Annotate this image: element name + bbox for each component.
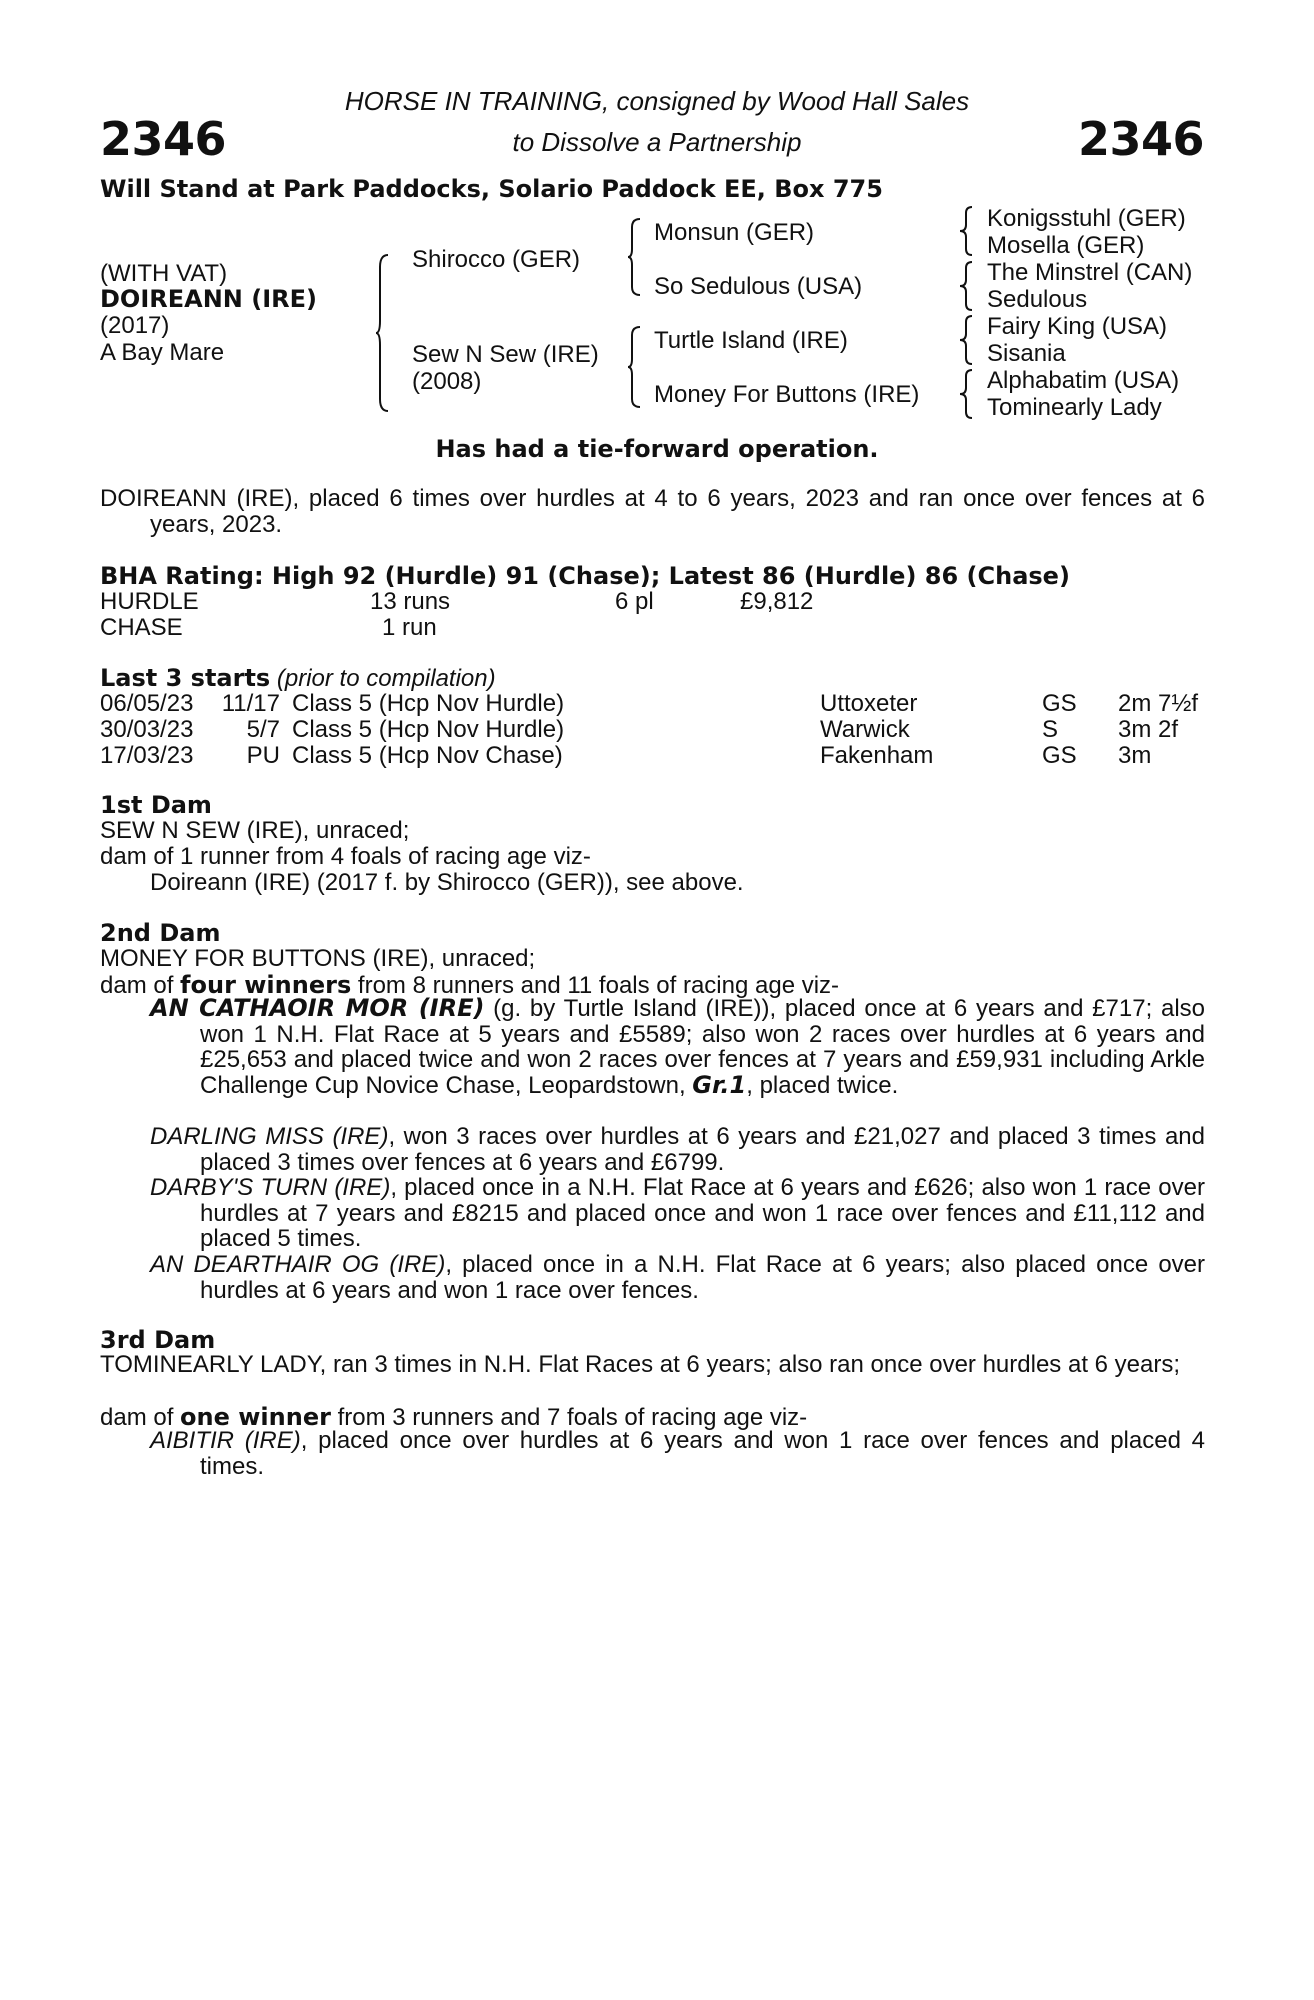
dam2-heading: 2nd Dam: [100, 919, 221, 947]
dam3-progeny-1-text: , placed once over hurdles at 6 years and won 1 race over fences and placed 4 times.: [200, 1427, 1206, 1480]
start-1-date: 06/05/23: [100, 690, 194, 717]
pedigree-bracket-g3: [960, 314, 976, 366]
dam1-line2: dam of 1 runner from 4 foals of racing age viz-: [100, 843, 591, 870]
start-1-race: Class 5 (Hcp Nov Hurdle): [292, 690, 565, 717]
start-3-race: Class 5 (Hcp Nov Chase): [292, 742, 563, 769]
horse-name: DOIREANN (IRE): [100, 285, 317, 313]
vat-note: (WITH VAT): [100, 260, 228, 287]
pedigree-dam-dam: Money For Buttons (IRE): [654, 381, 920, 408]
pedigree-sire: Shirocco (GER): [412, 246, 581, 273]
record-hurdle-type: HURDLE: [100, 588, 199, 615]
start-2-going: S: [1042, 716, 1059, 743]
pedigree-dam: Sew N Sew (IRE): [412, 341, 599, 368]
consignment-reason: to Dissolve a Partnership: [512, 127, 802, 157]
dam1-heading: 1st Dam: [100, 791, 212, 819]
dam1-line1: SEW N SEW (IRE), unraced;: [100, 817, 410, 844]
start-1-going: GS: [1042, 690, 1077, 717]
pedigree-g5: Fairy King (USA): [987, 313, 1168, 340]
dam2-progeny-4-text: , placed once in a N.H. Flat Race at 6 years; also placed once over hurdles at 6 years and won 1 race over fences.: [200, 1251, 1206, 1304]
dam2-progeny-2: [150, 1124, 1205, 1175]
pedigree-g6: Sisania: [987, 340, 1066, 367]
lot-number-left: 2346: [100, 112, 227, 166]
start-3-distance: 3m: [1118, 742, 1152, 769]
horse-year: (2017): [100, 312, 170, 339]
dam1-progeny: Doireann (IRE) (2017 f. by Shirocco (GER)), see above.: [150, 869, 744, 896]
pedigree-sire-dam: So Sedulous (USA): [654, 273, 863, 300]
record-hurdle-placed: 6 pl: [615, 588, 654, 615]
dam3-line2-post: from 3 runners and 7 foals of racing age viz-: [330, 1404, 808, 1431]
record-hurdle-runs: 13 runs: [370, 588, 451, 615]
dam2-progeny-3-text: , placed once in a N.H. Flat Race at 6 years and £626; also won 1 race over hurdles at 7 years and £8215 and placed once and won 1 race over fences and £11,112 and placed 5 times.: [200, 1174, 1205, 1252]
pedigree-g1: Konigsstuhl (GER): [987, 205, 1186, 232]
dam3-winners-count: one winner: [180, 1403, 331, 1431]
start-3-date: 17/03/23: [100, 742, 194, 769]
dam2-progeny-4: [150, 1252, 1205, 1303]
pedigree-g8: Tominearly Lady: [987, 394, 1162, 421]
dam2-progeny-1-name: AN CATHAOIR MOR (IRE): [150, 994, 485, 1022]
dam2-progeny-3-name: DARBY'S TURN (IRE): [150, 1174, 391, 1201]
dam2-line2-post: from 8 runners and 11 foals of racing age viz-: [351, 972, 840, 999]
dam2-progeny-1-text: (g. by Turtle Island (IRE)), placed once at 6 years and £717; also won 1 N.H. Flat Race at 5 years and £5589; also won 2 races over hurdles at 6 years and £25,653 and placed twice and won 2 races over fences at 7 years and £59,931 including Arkle Challenge Cup Novice Chase, Leopardstown,: [200, 995, 1206, 1099]
record-chase-runs: 1 run: [382, 614, 437, 641]
pedigree-bracket-main: [376, 253, 396, 413]
horse-summary: DOIREANN (IRE), placed 6 times over hurdles at 4 to 6 years, 2023 and ran once over fences at 6 years, 2023.: [100, 485, 1205, 538]
location-line: Will Stand at Park Paddocks, Solario Paddock EE, Box 775: [100, 175, 883, 203]
pedigree-bracket-g1: [960, 205, 976, 257]
pedigree-bracket-dam: [628, 325, 648, 409]
start-2-date: 30/03/23: [100, 716, 194, 743]
start-2-distance: 3m 2f: [1118, 716, 1179, 743]
start-3-position: PU: [246, 742, 280, 769]
start-3-going: GS: [1042, 742, 1077, 769]
pedigree-dam-sire: Turtle Island (IRE): [654, 327, 848, 354]
last-starts-heading: [100, 664, 496, 693]
start-1-position: 11/17: [221, 690, 280, 717]
dam3-line2-pre: dam of: [100, 1404, 181, 1431]
dam2-progeny-1-end: , placed twice.: [746, 1071, 899, 1099]
dam2-line2-pre: dam of: [100, 972, 181, 999]
operation-note: Has had a tie-forward operation.: [435, 435, 879, 463]
pedigree-g3: The Minstrel (CAN): [987, 259, 1193, 286]
dam2-progeny-2-name: DARLING MISS (IRE): [150, 1123, 389, 1150]
pedigree-bracket-g2: [960, 260, 976, 312]
start-2-position: 5/7: [246, 716, 280, 743]
pedigree-sire-sire: Monsun (GER): [654, 219, 815, 246]
dam2-progeny-1: [150, 996, 1205, 1098]
pedigree-g4: Sedulous: [987, 286, 1088, 313]
last-starts-title: Last 3 starts: [100, 664, 271, 692]
last-starts-subtitle: (prior to compilation): [276, 665, 496, 692]
dam2-progeny-2-text: , won 3 races over hurdles at 6 years and £21,027 and placed 3 times and placed 3 times over fences at 6 years and £6799.: [200, 1123, 1205, 1176]
dam2-progeny-1-grade: Gr.1: [692, 1070, 747, 1099]
pedigree-bracket-g4: [960, 368, 976, 420]
start-1-course: Uttoxeter: [820, 690, 918, 717]
start-2-race: Class 5 (Hcp Nov Hurdle): [292, 716, 565, 743]
dam3-progeny-1: [150, 1428, 1205, 1479]
dam2-winners-count: four winners: [180, 971, 352, 999]
dam3-line1: TOMINEARLY LADY, ran 3 times in N.H. Flat Races at 6 years; also ran once over hurdles at 6 years;: [100, 1351, 1181, 1378]
pedigree-g7: Alphabatim (USA): [987, 367, 1180, 394]
start-2-course: Warwick: [820, 716, 910, 743]
pedigree-dam-year: (2008): [412, 368, 482, 395]
start-3-course: Fakenham: [820, 742, 934, 769]
dam3-heading: 3rd Dam: [100, 1326, 216, 1354]
dam3-progeny-1-name: AIBITIR (IRE): [150, 1427, 301, 1454]
pedigree-g2: Mosella (GER): [987, 232, 1145, 259]
start-1-distance: 2m 7½f: [1118, 690, 1199, 717]
dam2-progeny-3: [150, 1175, 1205, 1252]
consignment-line: HORSE IN TRAINING, consigned by Wood Hall Sales: [344, 86, 970, 116]
dam2-progeny-4-name: AN DEARTHAIR OG (IRE): [150, 1251, 446, 1278]
horse-description: A Bay Mare: [100, 339, 225, 366]
lot-number-right: 2346: [1077, 112, 1204, 166]
pedigree-bracket-sire: [628, 217, 648, 297]
record-chase-type: CHASE: [100, 614, 183, 641]
bha-rating: BHA Rating: High 92 (Hurdle) 91 (Chase); Latest 86 (Hurdle) 86 (Chase): [100, 562, 1070, 590]
record-hurdle-earnings: £9,812: [740, 588, 814, 615]
dam2-line1: MONEY FOR BUTTONS (IRE), unraced;: [100, 945, 536, 972]
